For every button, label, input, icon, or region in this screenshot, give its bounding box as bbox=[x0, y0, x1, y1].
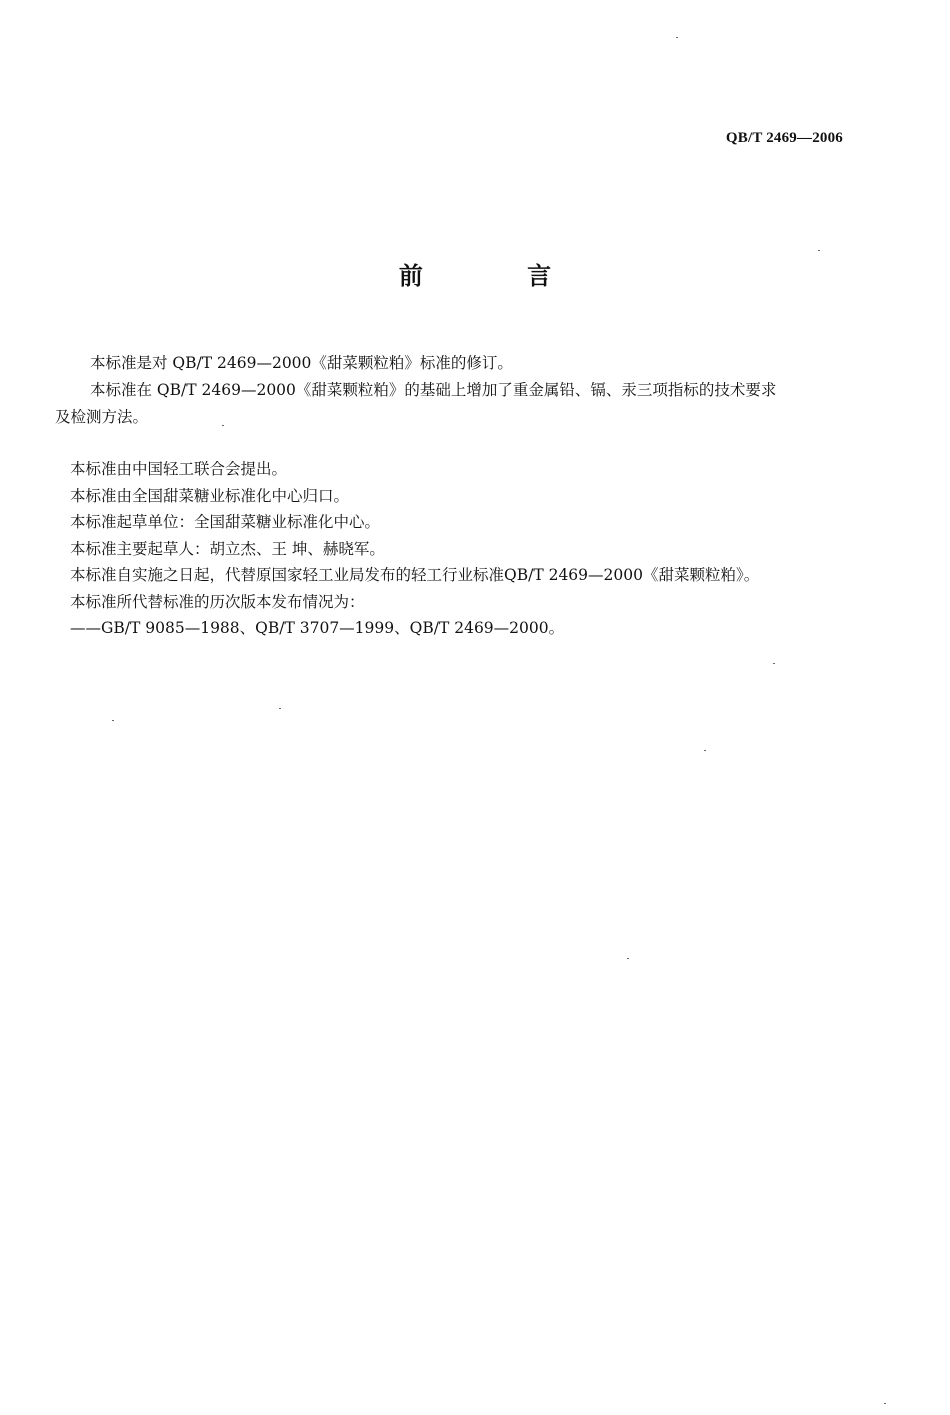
paragraph-additions: 本标准在 QB/T 2469—2000《甜菜颗粒粕》的基础上增加了重金属铅、镉、汞三项指标的技术要求 bbox=[90, 381, 777, 399]
paragraph-replacement: 本标准自实施之日起，代替原国家轻工业局发布的轻工行业标准QB/T 2469—2000《甜菜颗粒粕》。 bbox=[70, 566, 760, 584]
paragraph-drafters: 本标准主要起草人：胡立杰、王 坤、赫晓军。 bbox=[70, 539, 385, 558]
paragraph-drafting-unit: 本标准起草单位：全国甜菜糖业标准化中心。 bbox=[70, 513, 381, 531]
scan-speck bbox=[279, 708, 281, 709]
scan-speck bbox=[112, 720, 114, 721]
scan-speck bbox=[676, 37, 678, 38]
scan-speck bbox=[704, 750, 706, 751]
foreword-intro bbox=[55, 350, 855, 431]
foreword-details bbox=[70, 456, 870, 642]
paragraph-history-list: ——GB/T 9085—1988、QB/T 3707—1999、QB/T 2469—2000。 bbox=[70, 619, 565, 637]
paragraph-history-intro: 本标准所代替标准的历次版本发布情况为： bbox=[70, 592, 365, 611]
page-title: 前 言 bbox=[398, 262, 600, 290]
scan-speck bbox=[818, 250, 820, 251]
paragraph-additions-cont: 及检测方法。 bbox=[55, 408, 149, 426]
paragraph-administrator: 本标准由全国甜菜糖业标准化中心归口。 bbox=[70, 486, 350, 505]
scan-speck bbox=[627, 958, 629, 959]
standard-number: QB/T 2469—2006 bbox=[725, 130, 843, 146]
scan-speck bbox=[773, 663, 775, 664]
paragraph-proposer: 本标准由中国轻工联合会提出。 bbox=[70, 460, 288, 478]
paragraph-revision: 本标准是对 QB/T 2469—2000《甜菜颗粒粕》标准的修订。 bbox=[90, 354, 513, 372]
scan-speck bbox=[222, 425, 224, 426]
scan-speck bbox=[884, 1403, 886, 1404]
